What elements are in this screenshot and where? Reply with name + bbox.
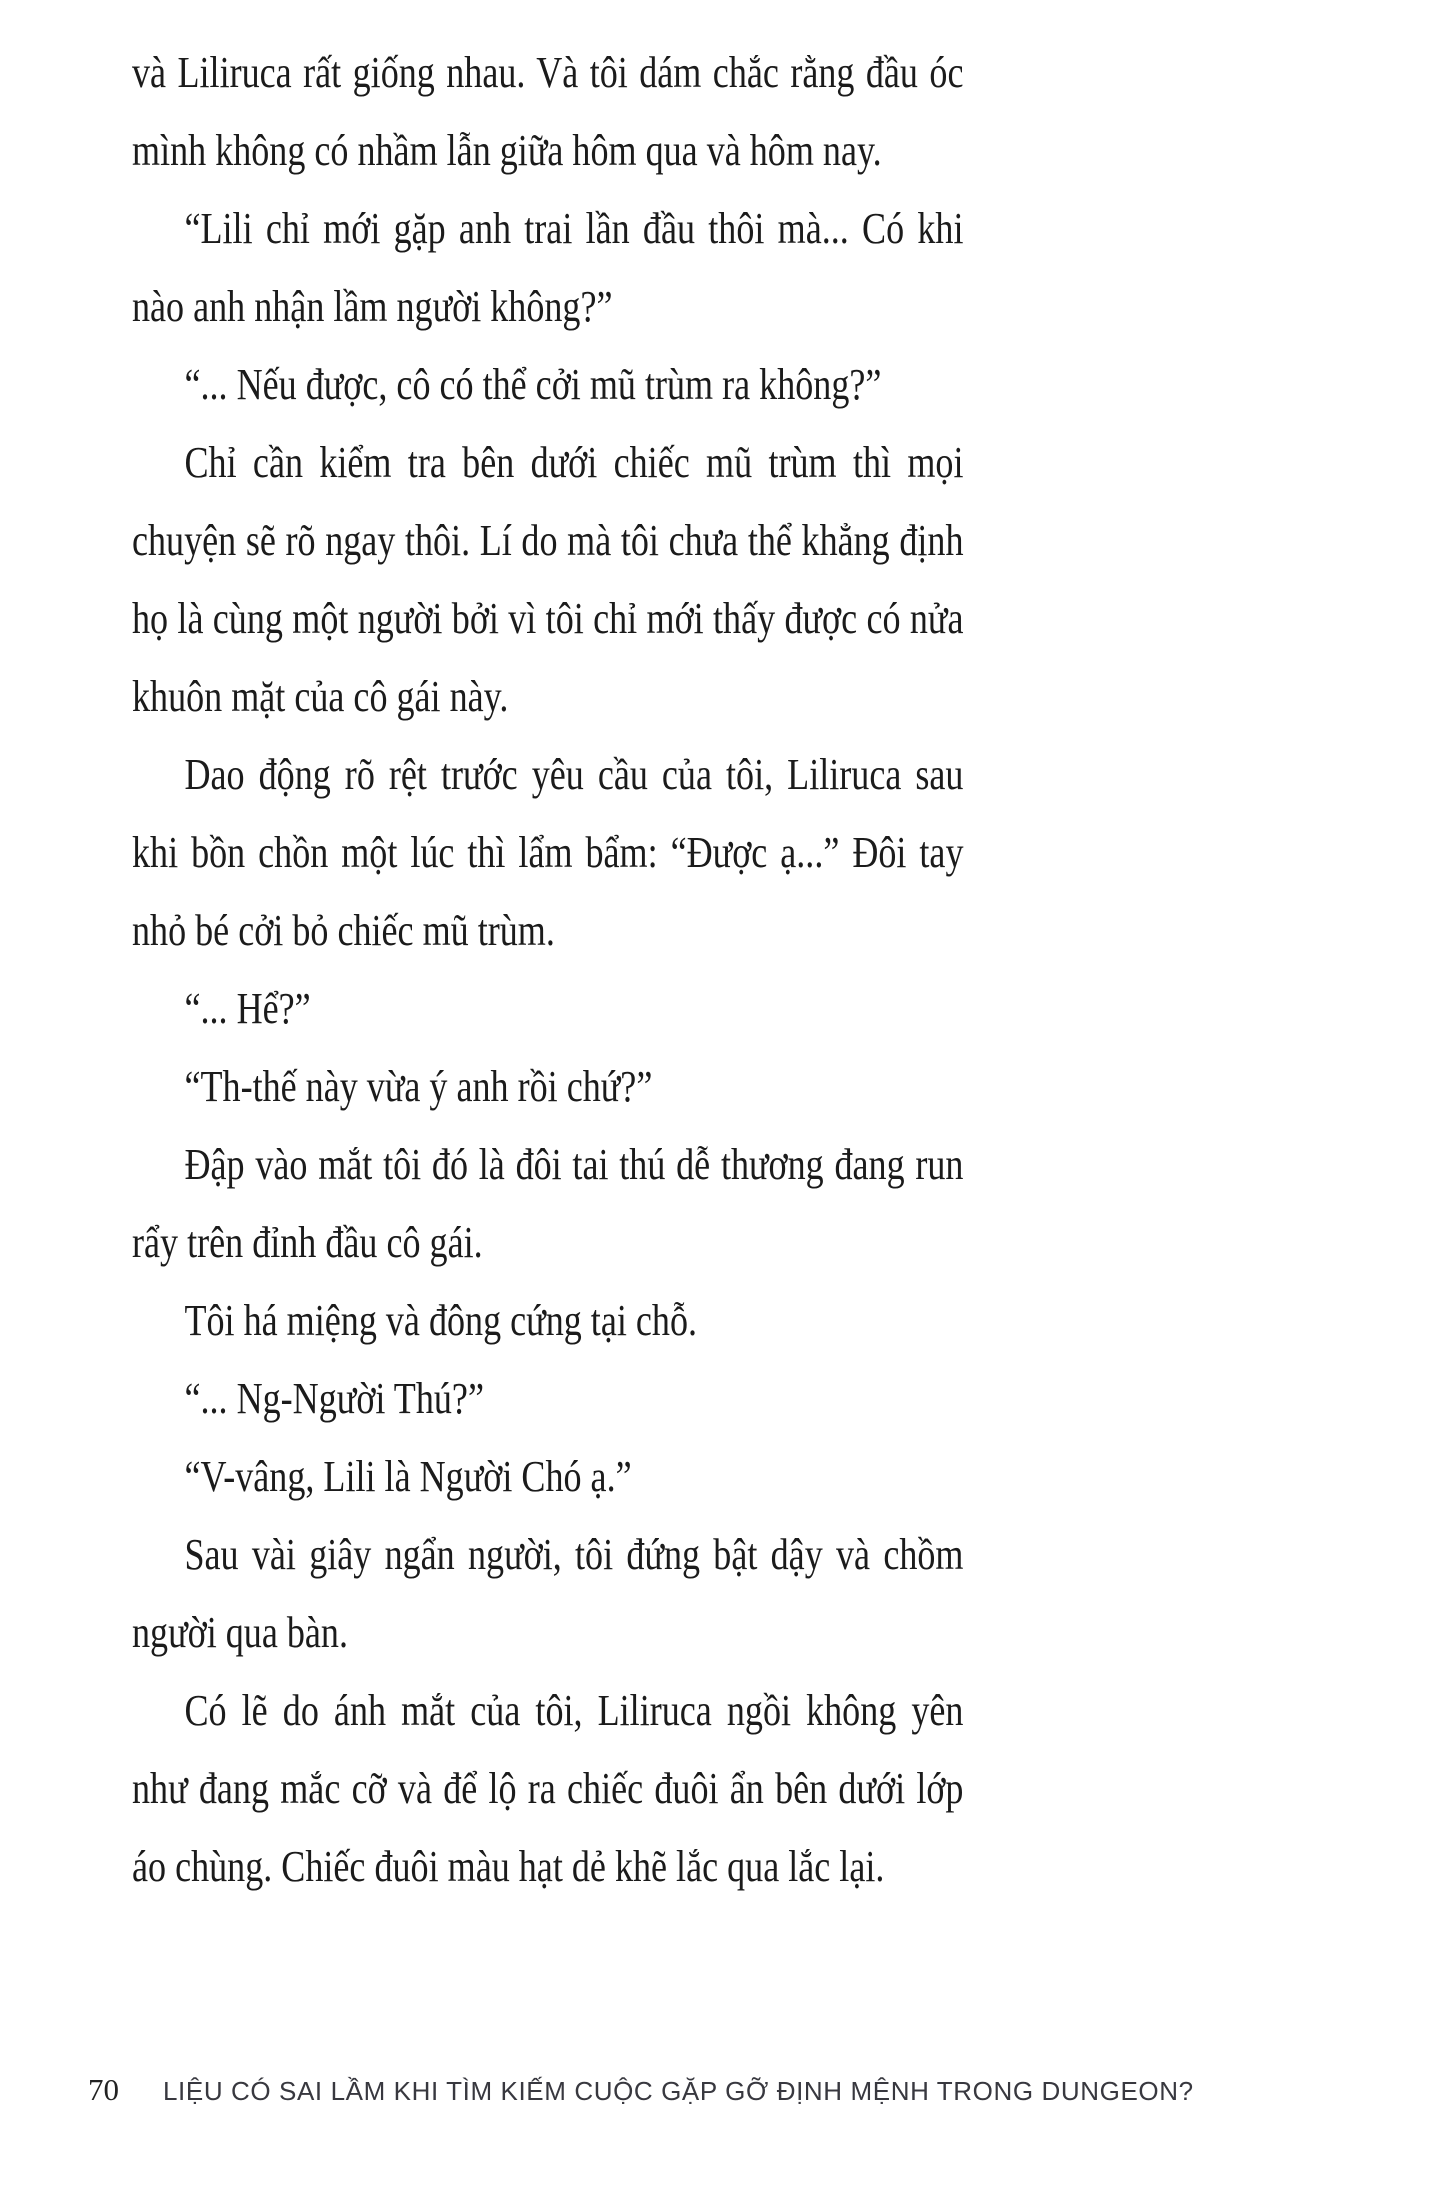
page-footer [88, 2072, 1194, 2108]
paragraph: “V-vâng, Lili là Người Chó ạ.” [184, 1452, 632, 1501]
paragraph: Dao động rõ rệt trước yêu cầu của tôi, Liliruca sau khi bồn chồn một lúc thì lẩm bẩm: “Được ạ...” Đôi tay nhỏ bé cởi bỏ chiếc mũ trùm. [132, 750, 964, 955]
paragraph: Đập vào mắt tôi đó là đôi tai thú dễ thương đang run rẩy trên đỉnh đầu cô gái. [132, 1140, 964, 1267]
running-title: LIỆU CÓ SAI LẦM KHI TÌM KIẾM CUỘC GẶP GỠ ĐỊNH MỆNH TRONG DUNGEON? [163, 2076, 1194, 2106]
paragraph: “... Ng-Người Thú?” [184, 1374, 484, 1423]
paragraph: “Th-thế này vừa ý anh rồi chứ?” [184, 1062, 653, 1111]
paragraph: “... Nếu được, cô có thể cởi mũ trùm ra không?” [184, 360, 882, 409]
paragraph: Chỉ cần kiểm tra bên dưới chiếc mũ trùm thì mọi chuyện sẽ rõ ngay thôi. Lí do mà tôi chưa thể khẳng định họ là cùng một người bởi vì tôi chỉ mới thấy được có nửa khuôn mặt của cô gái này. [132, 438, 964, 721]
paragraph: và Liliruca rất giống nhau. Và tôi dám chắc rằng đầu óc mình không có nhầm lẫn giữa hôm qua và hôm nay. [132, 48, 964, 175]
paragraph: Có lẽ do ánh mắt của tôi, Liliruca ngồi không yên như đang mắc cỡ và để lộ ra chiếc đuôi ẩn bên dưới lớp áo chùng. Chiếc đuôi màu hạt dẻ khẽ lắc qua lắc lại. [132, 1686, 964, 1891]
paragraph: Tôi há miệng và đông cứng tại chỗ. [184, 1296, 698, 1345]
page-number: 70 [88, 2072, 119, 2107]
paragraph: Sau vài giây ngẩn người, tôi đứng bật dậy và chồm người qua bàn. [132, 1530, 964, 1657]
paragraph: “Lili chỉ mới gặp anh trai lần đầu thôi mà... Có khi nào anh nhận lầm người không?” [132, 204, 964, 331]
body-text-block [132, 34, 963, 1906]
paragraph: “... Hể?” [184, 984, 311, 1033]
